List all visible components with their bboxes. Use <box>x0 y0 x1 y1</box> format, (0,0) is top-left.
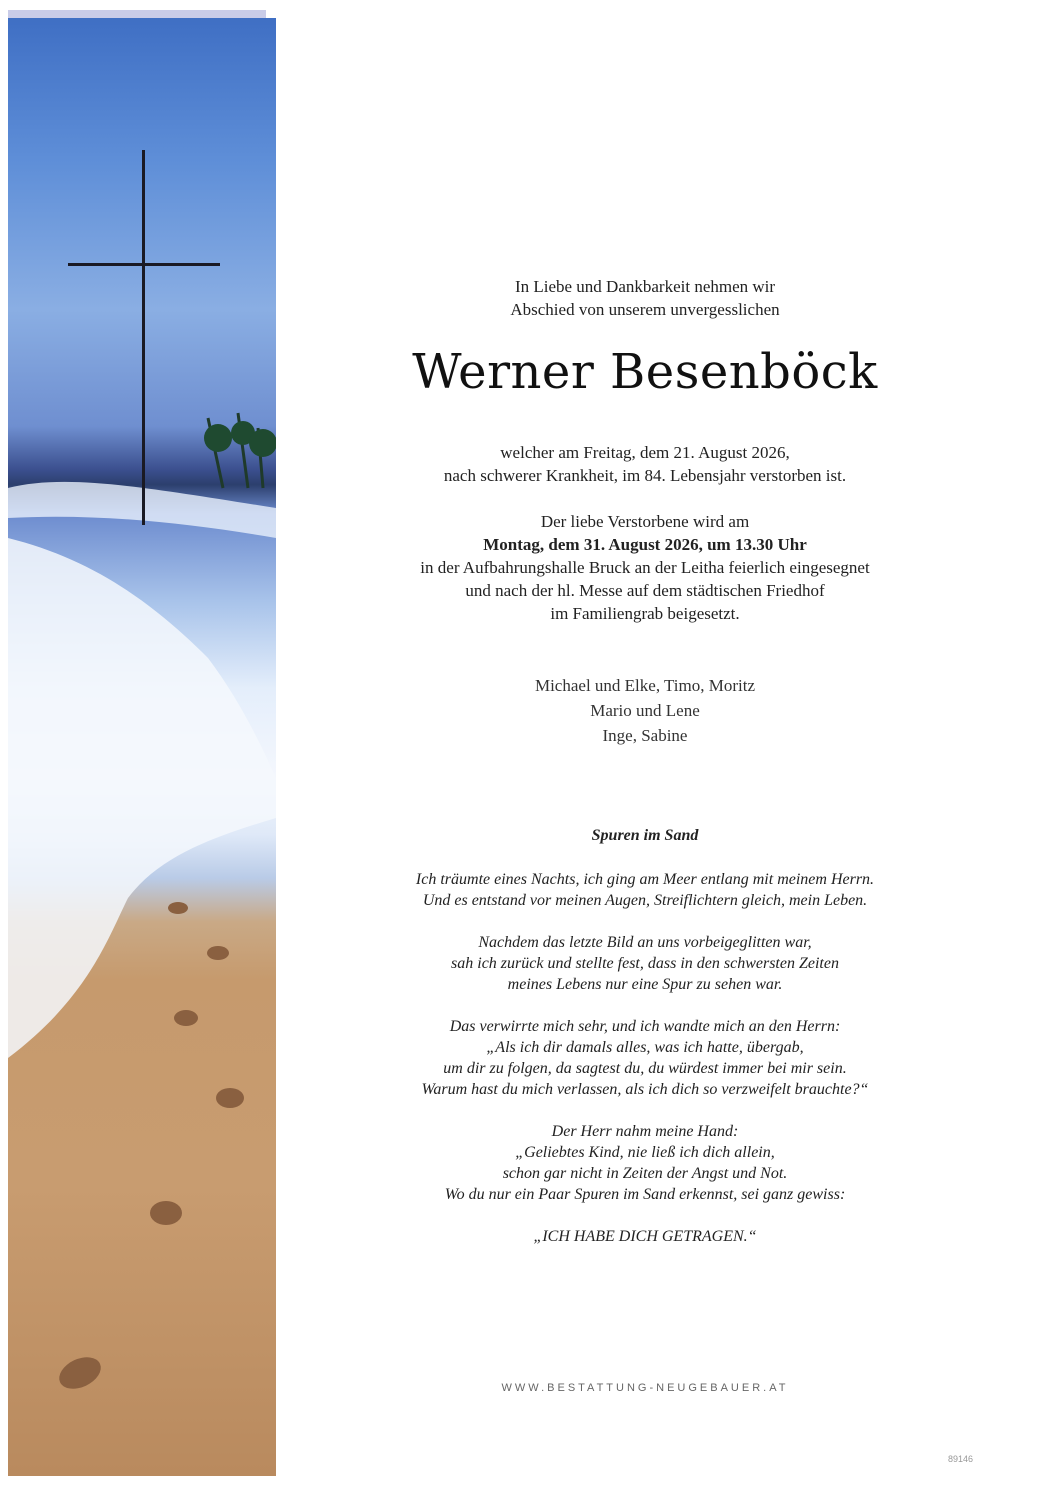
poem-stanza <box>300 869 990 911</box>
funeral-line: und nach der hl. Messe auf dem städtischen Friedhof <box>465 581 825 600</box>
mourner-line: Michael und Elke, Timo, Moritz <box>534 676 756 695</box>
poem-line: „Als ich dir damals alles, was ich hatte, übergab, <box>486 1039 804 1056</box>
poem-line: Und es entstand vor meinen Augen, Streiflichtern gleich, mein Leben. <box>422 892 868 909</box>
poem-line: Ich träumte eines Nachts, ich ging am Meer entlang mit meinem Herrn. <box>415 871 875 888</box>
poem-line: „Geliebtes Kind, nie ließ ich dich allein, <box>515 1144 775 1161</box>
funeral-date: Montag, dem 31. August 2026, um 13.30 Uhr <box>483 535 807 554</box>
mourner-line: Mario und Lene <box>590 701 700 720</box>
mourner-line: Inge, Sabine <box>602 726 688 745</box>
poem-body <box>300 869 990 1268</box>
death-line: nach schwerer Krankheit, im 84. Lebensjahr verstorben ist. <box>443 466 847 485</box>
cross-horizontal <box>68 263 220 266</box>
poem-line: Der Herr nahm meine Hand: <box>551 1123 739 1140</box>
poem-line: Wo du nur ein Paar Spuren im Sand erkennst, sei ganz gewiss: <box>444 1186 846 1203</box>
document-code: 89146 <box>948 1454 974 1464</box>
poem-stanza <box>300 1016 990 1100</box>
poem-line: meines Lebens nur eine Spur zu sehen war. <box>507 976 783 993</box>
funeral-line: in der Aufbahrungshalle Bruck an der Leitha feierlich eingesegnet <box>420 558 870 577</box>
intro-line: Abschied von unserem unvergesslichen <box>510 300 780 319</box>
cross-vertical <box>142 150 145 525</box>
poem-line: um dir zu folgen, da sagtest du, du würdest immer bei mir sein. <box>443 1060 847 1077</box>
death-notice <box>300 441 990 487</box>
funeral-home-url[interactable]: WWW.BESTATTUNG-NEUGEBAUER.AT <box>501 1382 789 1394</box>
poem-line: Das verwirrte mich sehr, und ich wandte mich an den Herrn: <box>449 1018 841 1035</box>
poem-stanza <box>300 1226 990 1247</box>
poem-title: Spuren im Sand <box>591 827 699 844</box>
poem-line: Warum hast du mich verlassen, als ich dich so verzweifelt brauchte?“ <box>421 1081 869 1098</box>
deceased-name: Werner Besenböck <box>412 344 878 400</box>
death-line: welcher am Freitag, dem 21. August 2026, <box>500 443 790 462</box>
poem-stanza <box>300 1121 990 1205</box>
funeral-line: im Familiengrab beigesetzt. <box>550 604 740 623</box>
funeral-notice <box>300 510 990 625</box>
poem-line: schon gar nicht in Zeiten der Angst und Not. <box>502 1165 788 1182</box>
poem-stanza <box>300 932 990 995</box>
intro-text <box>300 275 990 321</box>
funeral-line: Der liebe Verstorbene wird am <box>540 512 750 531</box>
poem-line: Nachdem das letzte Bild an uns vorbeigeglitten war, <box>478 934 812 951</box>
mourners-list <box>300 673 990 748</box>
poem-line: „ICH HABE DICH GETRAGEN.“ <box>533 1228 757 1245</box>
intro-line: In Liebe und Dankbarkeit nehmen wir <box>514 277 776 296</box>
poem-line: sah ich zurück und stellte fest, dass in den schwersten Zeiten <box>451 955 839 972</box>
